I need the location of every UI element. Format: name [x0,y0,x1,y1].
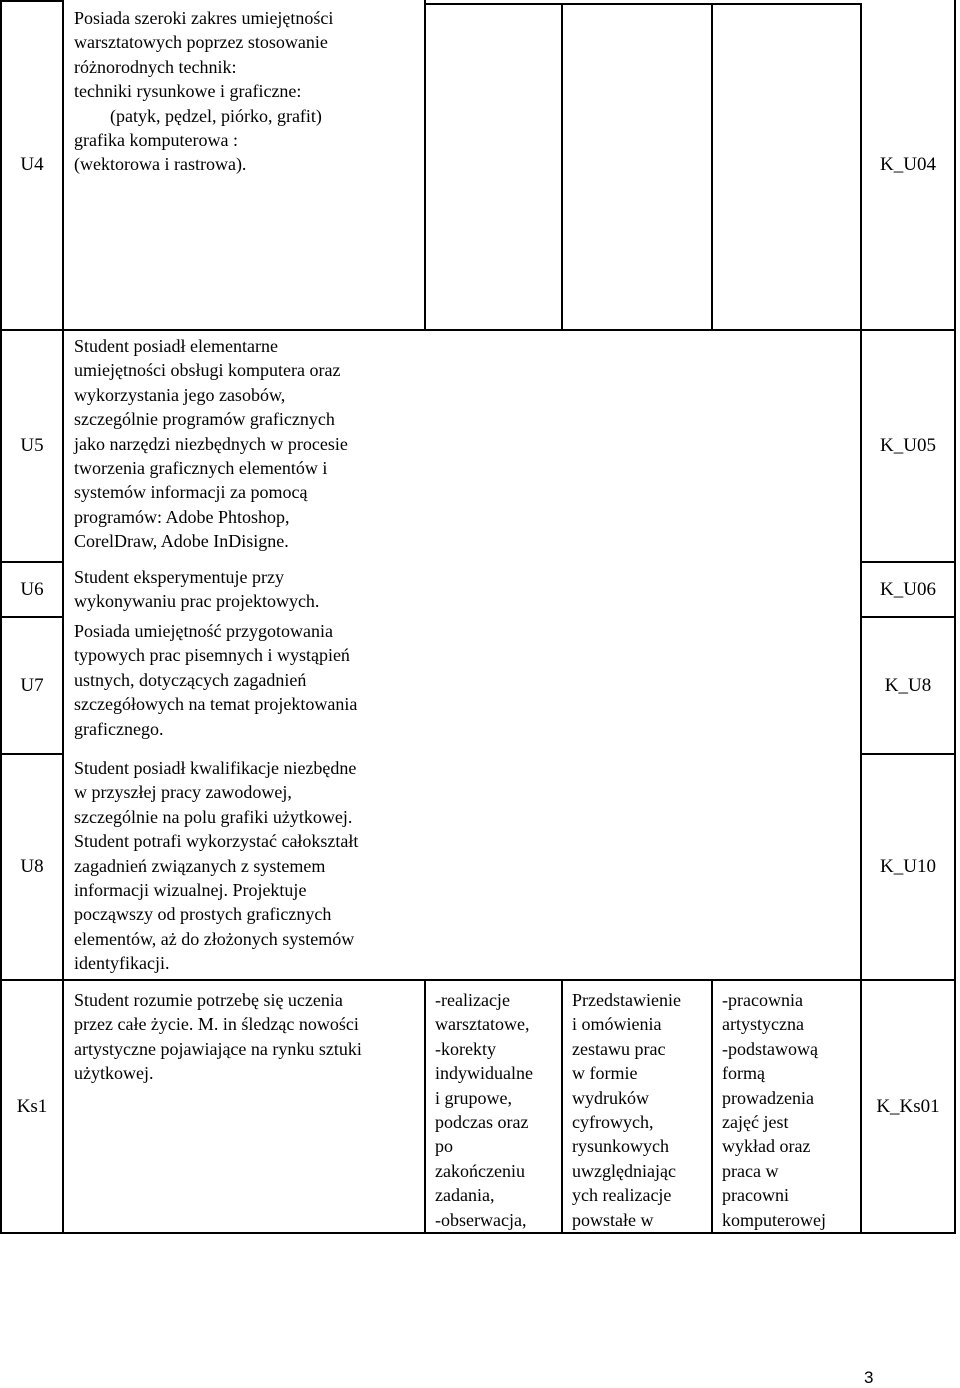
row-code: U6 [20,578,44,600]
table-border [0,329,956,331]
table-border [711,980,713,1234]
row-code: U8 [20,856,44,877]
row-description: Student rozumie potrzebę się uczenia przez całe życie. M. in śledząc nowości artystyczne pojawiające na rynku sztuki użytkowej. [74,990,362,1084]
row-code: U5 [20,435,44,456]
row-code-cell [2,618,62,753]
row-description: Student posiadł kwalifikacje niezbędne w przyszłej pracy zawodowej, szczególnie na polu grafiki użytkowej. Student potrafi wykorzystać całokształt zagadnień związanych z systemem informacji wizualnej. Projektuje począwszy od prostych graficznych elementów, aż do złożonych systemów identyfikacji. [74,758,359,974]
row-effect-cell [862,563,954,616]
row-effect-cell [862,981,954,1232]
row-code-cell [2,981,62,1232]
row-effect: K_U10 [880,856,936,877]
row-methods: -realizacje warsztatowe, -korekty indywidualne i grupowe, podczas oraz po zakończeniu zadania, -obserwacja, [435,990,533,1230]
row-code-cell [2,0,62,330]
row-effect-cell [862,0,954,330]
row-effect: K_U04 [880,154,936,175]
table-border [561,980,563,1234]
table-border [424,3,862,5]
row-form: -pracownia artystyczna -podstawową formą prowadzenia zajęć jest wykład oraz praca w pracowni komputerowej [722,990,826,1230]
row-code-cell [2,755,62,979]
table-border [424,0,426,330]
row-effect: K_Ks01 [876,1095,940,1117]
page-number: 3 [864,1368,874,1387]
row-effect: K_U06 [880,578,936,600]
table-border [711,4,713,330]
row-effect: K_U05 [880,435,936,456]
row-verification: Przedstawienie i omówienia zestawu prac w formie wydruków cyfrowych, rysunkowych uwzględniając ych realizacje powstałe w [572,990,681,1230]
row-code-cell [2,331,62,561]
row-description: Student posiadł elementarne umiejętności obsługi komputera oraz wykorzystania jego zasobów, szczególnie programów graficznych jako narzędzi niezbędnych w procesie tworzenia graficznych elementów i systemów informacji za pomocą programów: Adobe Phtoshop, CorelDraw, Adobe InDisigne. [74,336,348,552]
row-description: Student eksperymentuje przy wykonywaniu prac projektowych. [74,567,320,612]
row-code-cell [2,563,62,616]
row-effect-cell [862,618,954,753]
row-description: Posiada szeroki zakres umiejętności warsztatowych poprzez stosowanie różnorodnych technik: techniki rysunkowe i graficzne: (patyk, pędzel, piórko, grafit) grafika komputerowa : (wektorowa i rastrowa). [74,8,334,175]
row-code: U4 [20,154,44,175]
row-description: Posiada umiejętność przygotowania typowych prac pisemnych i wystąpień ustnych, dotyczących zagadnień szczegółowych na temat projektowania graficznego. [74,621,358,739]
row-effect: K_U8 [884,674,932,696]
row-code: U7 [20,674,44,696]
row-effect-cell [862,331,954,561]
table-border [424,980,426,1234]
row-effect-cell [862,755,954,979]
table-border [0,1232,956,1234]
table-border [561,4,563,330]
row-code: Ks1 [16,1095,48,1117]
table-border [0,979,956,981]
